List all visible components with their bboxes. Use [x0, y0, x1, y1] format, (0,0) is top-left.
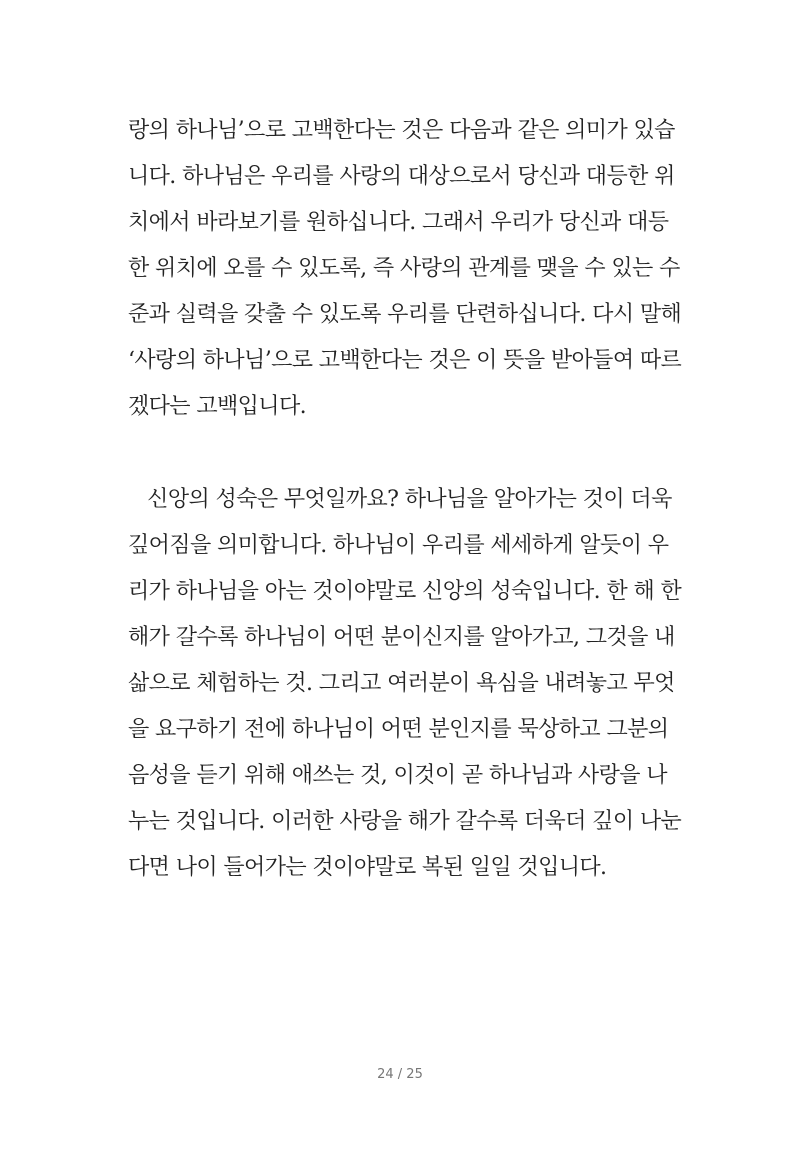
text-line: ‘사랑의 하나님’으로 고백한다는 것은 이 뜻을 받아들여 따르: [128, 348, 682, 373]
text-line: 준과 실력을 갖출 수 있도록 우리를 단련하십니다. 다시 말해: [128, 302, 682, 327]
text-line: 랑의 하나님’으로 고백한다는 것은 다음과 같은 의미가 있습: [128, 118, 675, 143]
page-number: 24 / 25: [377, 1067, 423, 1082]
text-line: 한 위치에 오를 수 있도록, 즉 사랑의 관계를 맺을 수 있는 수: [128, 256, 680, 281]
paragraph-1: [128, 108, 688, 430]
text-line: 누는 것입니다. 이러한 사랑을 해가 갈수록 더욱더 깊이 나눈: [128, 809, 682, 834]
text-line: 음성을 듣기 위해 애쓰는 것, 이것이 곧 하나님과 사랑을 나: [128, 763, 667, 788]
text-line: 깊어짐을 의미합니다. 하나님이 우리를 세세하게 알듯이 우: [128, 533, 669, 558]
text-line: 신앙의 성숙은 무엇일까요? 하나님을 알아가는 것이 더욱: [128, 487, 672, 512]
text-line: 삶으로 체험하는 것. 그리고 여러분이 욕심을 내려놓고 무엇: [128, 671, 675, 696]
text-line: 다면 나이 들어가는 것이야말로 복된 일일 것입니다.: [128, 855, 607, 880]
text-line: 리가 하나님을 아는 것이야말로 신앙의 성숙입니다. 한 해 한: [128, 579, 682, 604]
text-line: 해가 갈수록 하나님이 어떤 분이신지를 알아가고, 그것을 내: [128, 625, 675, 650]
text-line: 겠다는 고백입니다.: [128, 394, 307, 419]
text-line: 니다. 하나님은 우리를 사랑의 대상으로서 당신과 대등한 위: [128, 164, 675, 189]
text-line: 을 요구하기 전에 하나님이 어떤 분인지를 묵상하고 그분의: [128, 717, 669, 742]
paragraph-2: [128, 477, 688, 891]
text-line: 치에서 바라보기를 원하십니다. 그래서 우리가 당신과 대등: [128, 210, 669, 235]
